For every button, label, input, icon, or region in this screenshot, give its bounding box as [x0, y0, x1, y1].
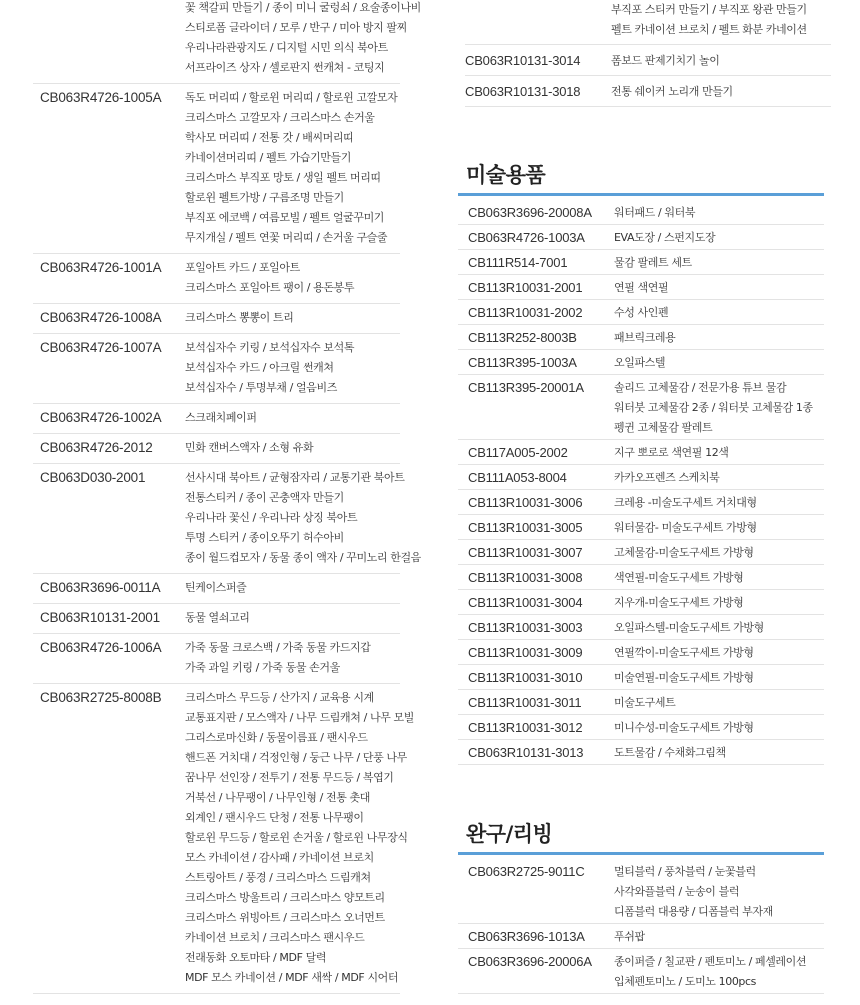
description-line: 스티로폼 글라이더 / 모루 / 반구 / 미아 방지 팔찌 — [185, 21, 407, 34]
description-line: 스트링아트 / 풍경 / 크리스마스 드림캐쳐 — [185, 871, 371, 884]
description-line: 우리나라관광지도 / 디지털 시민 의식 북아트 — [185, 41, 388, 54]
product-row — [458, 715, 824, 740]
product-description — [185, 686, 414, 988]
product-code: CB117A005-2002 — [468, 445, 568, 460]
section-accent-bar — [458, 852, 824, 855]
description-line: 독도 머리띠 / 할로윈 머리띠 / 할로윈 고깔모자 — [185, 91, 398, 104]
product-description — [614, 251, 824, 273]
description-line: 할로윈 펠트가방 / 구름조명 만들기 — [185, 191, 344, 204]
product-code: CB063R3696-20008A — [468, 205, 592, 220]
description-line: 카네이션머리띠 / 펠트 가습기만들기 — [185, 151, 351, 164]
description-line: 물감 팔레트 세트 — [614, 256, 692, 269]
description-line: 워터물감- 미술도구세트 가방형 — [614, 521, 757, 534]
product-description — [611, 0, 831, 40]
description-line: 모스 카네이션 / 감사패 / 카네이션 브로치 — [185, 851, 374, 864]
description-line: 학사모 머리띠 / 전통 갓 / 배씨머리띠 — [185, 131, 354, 144]
product-row — [33, 634, 400, 684]
product-row — [458, 615, 824, 640]
product-description — [185, 636, 400, 678]
product-description — [614, 616, 824, 638]
product-code: CB113R10031-3004 — [468, 595, 583, 610]
description-line: 도트물감 / 수채화그림책 — [614, 746, 726, 759]
description-line: 크리스마스 뽕뽕이 트리 — [185, 311, 294, 324]
description-line: 멀티블럭 / 풍차블럭 / 눈꽃블럭 — [614, 865, 756, 878]
description-line: 크레용 -미술도구세트 거치대형 — [614, 496, 757, 509]
description-line: 패브릭크레용 — [614, 331, 676, 344]
product-code: CB063R4726-2012 — [40, 440, 153, 455]
description-line: 부직포 스티커 만들기 / 부직포 왕관 만들기 — [611, 3, 807, 16]
product-code: CB063R2725-8008B — [40, 690, 162, 705]
section-title: 미술용품 — [466, 163, 546, 187]
product-code: CB113R10031-3008 — [468, 570, 583, 585]
description-line: 워터패드 / 워터북 — [614, 206, 696, 219]
description-line: 틴케이스퍼즐 — [185, 581, 247, 594]
product-code: CB111A053-8004 — [468, 470, 567, 485]
product-code: CB063R10131-2001 — [40, 610, 160, 625]
description-line: 크리스마스 방울트리 / 크리스마스 양모트리 — [185, 891, 385, 904]
description-line: 꽃 책갈피 만들기 / 종이 미니 굴렁쇠 / 요술종이나비 — [185, 1, 421, 14]
product-row — [458, 515, 824, 540]
product-code: CB063R4726-1001A — [40, 260, 162, 275]
description-line: 크리스마스 위빙아트 / 크리스마스 오너먼트 — [185, 911, 385, 924]
description-line: 종이퍼즐 / 칠교판 / 펜토미노 / 페셀레이션 — [614, 955, 807, 968]
product-row — [458, 640, 824, 665]
product-code: CB063R4726-1007A — [40, 340, 162, 355]
product-description — [614, 226, 824, 248]
product-code: CB113R395-20001A — [468, 380, 584, 395]
description-line: 미술연필-미술도구세트 가방형 — [614, 671, 754, 684]
description-line: 할로윈 무드등 / 할로윈 손거울 / 할로윈 나무장식 — [185, 831, 408, 844]
product-description — [614, 516, 824, 538]
product-row — [458, 350, 824, 375]
description-line: 미술도구세트 — [614, 696, 676, 709]
product-code: CB063R3696-0011A — [40, 580, 161, 595]
product-code: CB063R10131-3018 — [465, 84, 581, 99]
product-row — [33, 304, 400, 334]
description-line: EVA도장 / 스펀지도장 — [614, 231, 716, 244]
product-description — [614, 691, 824, 713]
product-row — [33, 574, 400, 604]
description-line: 사각와플블럭 / 눈송이 블럭 — [614, 885, 740, 898]
description-line: 카카오프렌즈 스케치북 — [614, 471, 720, 484]
product-row — [33, 84, 400, 254]
description-line: 크리스마스 부직포 망토 / 생일 펠트 머리띠 — [185, 171, 381, 184]
description-line: 전통 쉐이커 노리개 만들기 — [611, 85, 733, 98]
description-line: 무지개실 / 펠트 연꽃 머리띠 / 손거울 구슬줄 — [185, 231, 388, 244]
description-line: 전래동화 오토마타 / MDF 달력 — [185, 951, 327, 964]
product-row — [465, 76, 831, 107]
product-row — [458, 665, 824, 690]
product-row — [33, 434, 400, 464]
description-line: 카네이션 브로치 / 크리스마스 팬시우드 — [185, 931, 365, 944]
product-description — [614, 326, 824, 348]
description-line: 미니수성-미술도구세트 가방형 — [614, 721, 754, 734]
product-code: CB063R4726-1006A — [40, 640, 162, 655]
product-row — [458, 490, 824, 515]
product-code: CB063R10131-3014 — [465, 53, 581, 68]
product-code: CB113R10031-2002 — [468, 305, 583, 320]
description-line: 크리스마스 고깔모자 / 크리스마스 손거울 — [185, 111, 375, 124]
product-description — [614, 860, 824, 922]
product-row — [33, 464, 421, 574]
product-row — [458, 275, 824, 300]
description-line: 입체펜토미노 / 도미노 100pcs — [614, 975, 756, 988]
product-code: CB063D030-2001 — [40, 470, 146, 485]
description-line: 펠트 카네이션 브로치 / 펠트 화분 카네이션 — [611, 23, 807, 36]
section-toys-living — [458, 816, 824, 994]
product-code: CB063R3696-1013A — [468, 929, 585, 944]
product-row — [33, 334, 400, 404]
description-line: 크리스마스 포일아트 팽이 / 용돈봉투 — [185, 281, 355, 294]
description-line: 투명 스티커 / 종이오뚜기 허수아비 — [185, 531, 344, 544]
product-row — [33, 0, 421, 84]
description-line: 가죽 동물 크로스백 / 가죽 동물 카드지갑 — [185, 641, 371, 654]
product-row — [458, 200, 824, 225]
product-description — [614, 950, 824, 992]
product-description — [611, 49, 831, 71]
product-code: CB063R4726-1005A — [40, 90, 162, 105]
description-line: 서프라이즈 상자 / 셀로판지 썬캐쳐 - 코팅지 — [185, 61, 385, 74]
product-description — [614, 491, 824, 513]
product-row — [458, 590, 824, 615]
product-description — [185, 336, 400, 398]
description-line: 지우개-미술도구세트 가방형 — [614, 596, 744, 609]
product-description — [614, 641, 824, 663]
description-line: 핸드폰 거치대 / 걱정인형 / 둥근 나무 / 단풍 나무 — [185, 751, 407, 764]
right-top-product-list — [465, 0, 831, 107]
product-code — [465, 0, 611, 40]
product-code: CB063R10131-3013 — [468, 745, 584, 760]
product-code: CB063R2725-9011C — [468, 864, 585, 879]
product-code: CB113R252-8003B — [468, 330, 577, 345]
product-code: CB113R395-1003A — [468, 355, 577, 370]
product-description — [614, 276, 824, 298]
description-line: MDF 모스 카네이션 / MDF 새싹 / MDF 시어터 — [185, 971, 399, 984]
product-description — [611, 80, 831, 102]
section-title: 완구/리빙 — [466, 822, 553, 846]
product-description — [614, 716, 824, 738]
product-description — [614, 925, 824, 947]
description-line: 크리스마스 무드등 / 산가지 / 교육용 시계 — [185, 691, 374, 704]
product-row — [458, 375, 824, 440]
product-description — [614, 541, 824, 563]
description-line: 고체물감-미술도구세트 가방형 — [614, 546, 754, 559]
product-description — [185, 436, 400, 458]
product-row — [458, 690, 824, 715]
description-line: 스크래치페이퍼 — [185, 411, 257, 424]
description-line: 폼보드 판제기치기 놀이 — [611, 54, 720, 67]
product-row — [458, 250, 824, 275]
description-line: 오일파스텔 — [614, 356, 666, 369]
product-code: CB113R10031-3011 — [468, 695, 582, 710]
product-description — [185, 86, 400, 248]
section-accent-bar — [458, 193, 824, 196]
description-line: 펭귄 고체물감 팔레트 — [614, 421, 713, 434]
product-code: CB113R10031-3009 — [468, 645, 583, 660]
description-line: 꿈나무 선인장 / 전투기 / 전통 무드등 / 복엽기 — [185, 771, 394, 784]
product-description — [614, 351, 824, 373]
description-line: 그리스로마신화 / 동물이름표 / 팬시우드 — [185, 731, 368, 744]
description-line: 연필 색연필 — [614, 281, 669, 294]
product-description — [614, 376, 824, 438]
description-line: 부직포 에코백 / 여름모빌 / 펠트 얼굴꾸미기 — [185, 211, 385, 224]
product-code: CB113R10031-3005 — [468, 520, 583, 535]
product-description — [185, 306, 400, 328]
product-description — [614, 466, 824, 488]
description-line: 디폼블럭 대용량 / 디폼블럭 부자재 — [614, 905, 773, 918]
description-line: 연필깍이-미술도구세트 가방형 — [614, 646, 754, 659]
product-code: CB113R10031-3012 — [468, 720, 583, 735]
description-line: 포일아트 카드 / 포일아트 — [185, 261, 300, 274]
description-line: 전통스티커 / 종이 곤충액자 만들기 — [185, 491, 344, 504]
description-line: 가죽 과일 키링 / 가죽 동물 손거울 — [185, 661, 340, 674]
product-row — [33, 254, 400, 304]
product-row — [465, 45, 831, 76]
product-description — [614, 591, 824, 613]
description-line: 수성 사인펜 — [614, 306, 669, 319]
product-description — [614, 566, 824, 588]
section-art-supplies — [458, 157, 824, 765]
description-line: 우리나라 꽃신 / 우리나라 상징 북아트 — [185, 511, 358, 524]
product-description — [185, 256, 400, 298]
description-line: 보석십자수 / 투명부채 / 얼음비즈 — [185, 381, 337, 394]
product-description — [614, 741, 824, 763]
product-row — [458, 300, 824, 325]
description-line: 민화 캔버스액자 / 소형 유화 — [185, 441, 314, 454]
product-code: CB113R10031-3007 — [468, 545, 583, 560]
product-description — [185, 406, 400, 428]
description-line: 종이 월드컵모자 / 동물 종이 액자 / 꾸미노리 한걸음 — [185, 551, 421, 564]
description-line: 거북선 / 나무팽이 / 나무인형 / 전통 촛대 — [185, 791, 370, 804]
product-row — [33, 684, 414, 994]
description-line: 동물 열쇠고리 — [185, 611, 250, 624]
description-line: 외계인 / 팬시우드 단청 / 전통 나무팽이 — [185, 811, 364, 824]
product-row — [458, 540, 824, 565]
description-line: 오일파스텔-미술도구세트 가방형 — [614, 621, 764, 634]
product-description — [614, 301, 824, 323]
product-code: CB111R514-7001 — [468, 255, 568, 270]
product-row — [458, 949, 824, 994]
product-code: CB113R10031-3006 — [468, 495, 583, 510]
product-code: CB113R10031-3003 — [468, 620, 583, 635]
product-row — [458, 225, 824, 250]
product-row — [458, 440, 824, 465]
description-line: 보석십자수 카드 / 아크릴 썬캐쳐 — [185, 361, 334, 374]
product-row — [465, 0, 831, 45]
product-row — [458, 924, 824, 949]
description-line: 색연필-미술도구세트 가방형 — [614, 571, 744, 584]
product-code: CB113R10031-2001 — [468, 280, 583, 295]
product-row — [458, 565, 824, 590]
product-code: CB113R10031-3010 — [468, 670, 583, 685]
product-row — [458, 859, 824, 924]
product-description — [185, 606, 400, 628]
product-code: CB063R4726-1003A — [468, 230, 585, 245]
product-row — [33, 604, 400, 634]
product-row — [458, 465, 824, 490]
product-description — [614, 201, 824, 223]
product-row — [458, 325, 824, 350]
product-code: CB063R4726-1002A — [40, 410, 162, 425]
product-description — [185, 576, 400, 598]
description-line: 선사시대 북아트 / 균형잠자리 / 교통기관 북아트 — [185, 471, 405, 484]
product-description — [185, 0, 421, 78]
product-description — [185, 466, 421, 568]
left-product-list — [33, 0, 421, 994]
description-line: 워터붓 고체물감 2종 / 워터붓 고체물감 1종 — [614, 401, 813, 414]
description-line: 솔리드 고체물감 / 전문가용 튜브 물감 — [614, 381, 787, 394]
product-code: CB063R4726-1008A — [40, 310, 162, 325]
description-line: 푸쉬팝 — [614, 930, 645, 943]
product-code: CB063R3696-20006A — [468, 954, 592, 969]
description-line: 지구 뽀로로 색연필 12색 — [614, 446, 729, 459]
product-description — [614, 441, 824, 463]
product-code — [40, 0, 185, 78]
description-line: 보석십자수 키링 / 보석십자수 보석톡 — [185, 341, 355, 354]
description-line: 교통표지판 / 모스액자 / 나무 드림캐쳐 / 나무 모빌 — [185, 711, 414, 724]
product-description — [614, 666, 824, 688]
product-row — [33, 404, 400, 434]
product-row — [458, 740, 824, 765]
